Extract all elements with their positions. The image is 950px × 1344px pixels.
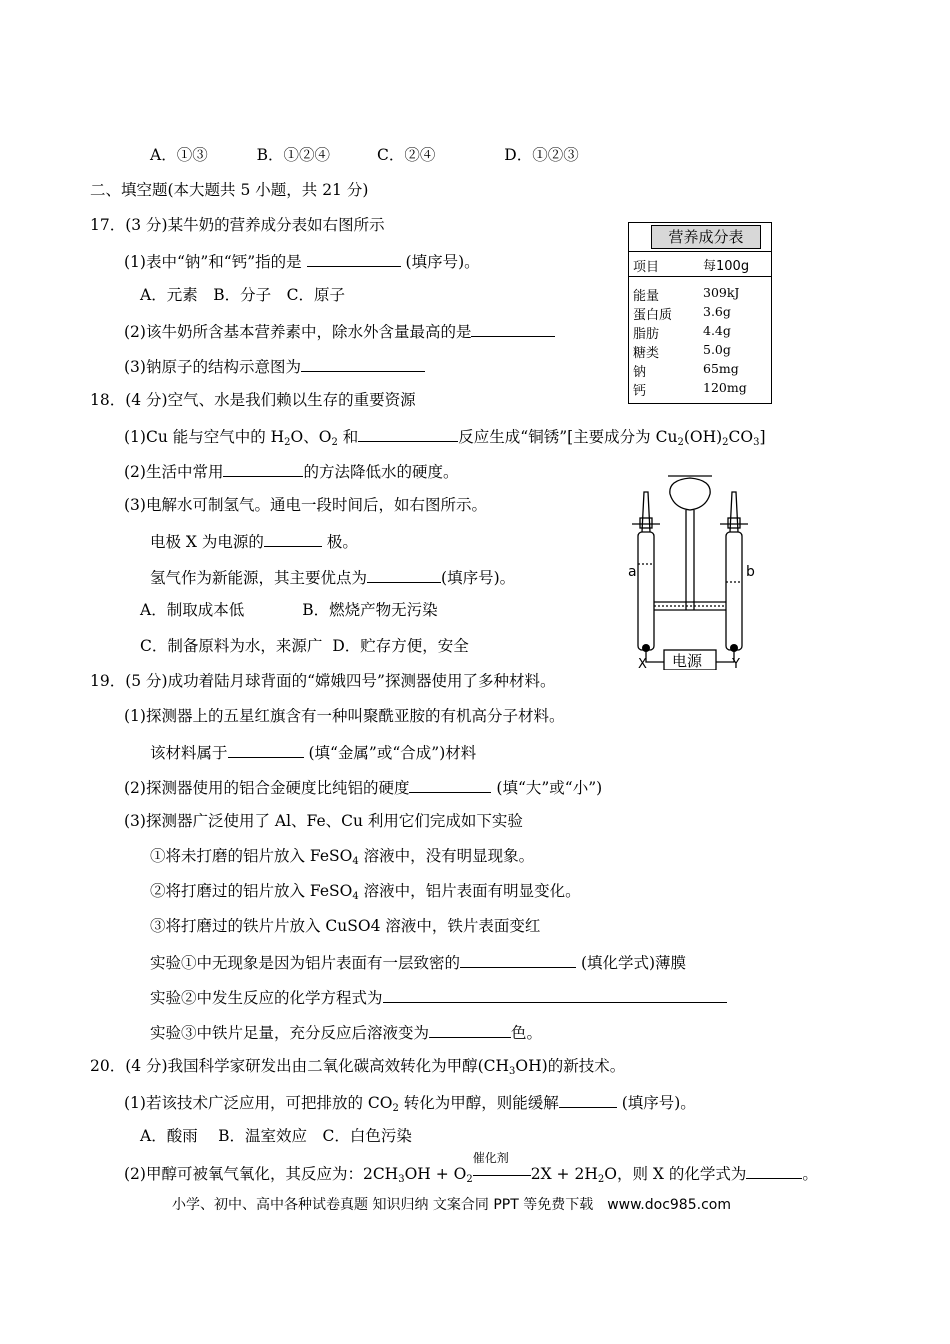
- q18-options-row1: A．制取成本低 B．燃烧产物无污染: [140, 601, 438, 619]
- q20-stem: 20．(4 分)我国科学家研发出由二氧化碳高效转化为甲醇$(CH_3OH)$的新技术。: [90, 1057, 626, 1077]
- answer-blank[interactable]: [228, 741, 304, 758]
- answer-blank[interactable]: [746, 1162, 802, 1179]
- catalyst-arrow: 催化剂: [473, 1164, 531, 1184]
- q19-exp1: ①将未打磨的铝片放入 FeSO$_4$ 溶液中，没有明显现象。: [150, 847, 535, 867]
- row-value: 309kJ: [703, 285, 740, 300]
- q18-part2: (2)生活中常用 的方法降低水的硬度。: [124, 460, 458, 482]
- q17-part3: (3)钠原子的结构示意图为: [124, 355, 425, 377]
- q18-options-row2: C．制备原料为水，来源广 D．贮存方便，安全: [140, 637, 469, 655]
- q19-part1: (1)探测器上的五星红旗含有一种叫聚酰亚胺的有机高分子材料。: [124, 707, 565, 725]
- q18-part3: (3)电解水可制氢气。通电一段时间后，如右图所示。: [124, 496, 487, 514]
- q16-options: [150, 145, 579, 165]
- label-b: b: [746, 564, 755, 580]
- footer-text: 小学、初中、高中各种试卷真题 知识归纳 文案合同 PPT 等免费下载 www.doc985.com: [172, 1197, 731, 1213]
- q19-exp3: ③将打磨过的铁片片放入 CuSO4 溶液中，铁片表面变红: [150, 917, 541, 935]
- col-header-item: 项目: [633, 260, 660, 275]
- answer-blank[interactable]: [264, 530, 322, 547]
- q19-part2: (2)探测器使用的铝合金硬度比纯铝的硬度 (填“大”或“小”): [124, 776, 602, 798]
- row-value: 120mg: [703, 380, 747, 395]
- q20-part1: (1)若该技术广泛应用，可把排放的 $CO_2$ 转化为甲醇，则能缓解 (填序号)。: [124, 1091, 696, 1113]
- row-name: 钙: [633, 384, 647, 399]
- row-value: 3.6g: [703, 304, 731, 319]
- row-name: 能量: [633, 289, 660, 304]
- q19-part3: (3)探测器广泛使用了 Al、Fe、Cu 利用它们完成如下实验: [124, 812, 523, 830]
- power-source-label: 电源: [672, 652, 703, 670]
- option-c: C．②④: [376, 146, 436, 164]
- q19-result1: 实验①中无现象是因为铝片表面有一层致密的 (填化学式)薄膜: [150, 951, 686, 973]
- q17-stem: 17．(3 分)某牛奶的营养成分表如右图所示: [90, 216, 385, 234]
- answer-blank[interactable]: [367, 566, 441, 583]
- row-value: 65mg: [703, 361, 739, 376]
- answer-blank[interactable]: [307, 250, 401, 267]
- q18-stem: 18．(4 分)空气、水是我们赖以生存的重要资源: [90, 391, 416, 409]
- electrolysis-apparatus: [620, 472, 760, 670]
- row-name: 糖类: [633, 346, 660, 361]
- answer-blank[interactable]: [223, 460, 303, 477]
- option-a: A．①③: [150, 146, 208, 164]
- q18-part3b: 氢气作为新能源，其主要优点为 (填序号)。: [150, 566, 515, 588]
- answer-blank[interactable]: [409, 776, 491, 793]
- q19-part1b: 该材料属于 (填“金属”或“合成”)材料: [150, 741, 476, 763]
- row-name: 脂肪: [633, 327, 660, 342]
- row-name: 钠: [633, 365, 647, 380]
- answer-blank[interactable]: [559, 1091, 617, 1108]
- row-value: 4.4g: [703, 323, 731, 338]
- nutrition-table-title: 营养成分表: [651, 225, 761, 249]
- row-value: 5.0g: [703, 342, 731, 357]
- q20-part1-options: A．酸雨 B．温室效应 C．白色污染: [140, 1127, 412, 1145]
- electrode-x-label: X: [638, 657, 647, 670]
- row-name: 蛋白质: [633, 308, 673, 323]
- q17-part1-options: A．元素 B．分子 C．原子: [140, 286, 345, 304]
- q19-result2: 实验②中发生反应的化学方程式为: [150, 986, 727, 1008]
- answer-blank[interactable]: [429, 1021, 511, 1038]
- q19-exp2: ②将打磨过的铝片放入 FeSO$_4$ 溶液中，铝片表面有明显变化。: [150, 882, 581, 902]
- option-d: D．①②③: [504, 146, 579, 164]
- answer-blank[interactable]: [383, 986, 727, 1003]
- q19-stem: 19．(5 分)成功着陆月球背面的“嫦娥四号”探测器使用了多种材料。: [90, 672, 556, 690]
- answer-blank[interactable]: [358, 425, 458, 442]
- answer-blank[interactable]: [460, 951, 576, 968]
- q17-part2: (2)该牛奶所含基本营养素中，除水外含量最高的是: [124, 320, 555, 342]
- electrode-y-label: Y: [732, 657, 740, 670]
- q19-result3: 实验③中铁片足量，充分反应后溶液变为 色。: [150, 1021, 542, 1043]
- q18-part1: (1)Cu 能与空气中的 $H_2O$、$O_2$ 和 反应生成“铜锈”[主要成分为 $Cu_2(OH)_2CO_3$]: [124, 425, 766, 447]
- q20-part2: (2)甲醇可被氧气氧化，其反应为：$2CH_3OH + O_2$ 催化剂 $2X + 2H_2O$，则 X 的化学式为 。: [124, 1151, 818, 1185]
- q18-part3a: 电极 X 为电源的 极。: [150, 530, 358, 552]
- section-title: 二、填空题(本大题共 5 小题，共 21 分): [90, 181, 369, 199]
- nutrition-table: [628, 222, 772, 404]
- answer-blank[interactable]: [301, 355, 425, 372]
- q17-part1: (1)表中“钠”和“钙”指的是 (填序号)。: [124, 250, 480, 272]
- option-b: B．①②④: [256, 146, 331, 164]
- col-header-per100g: 每100g: [703, 259, 750, 274]
- answer-blank[interactable]: [471, 320, 555, 337]
- label-a: a: [628, 564, 637, 580]
